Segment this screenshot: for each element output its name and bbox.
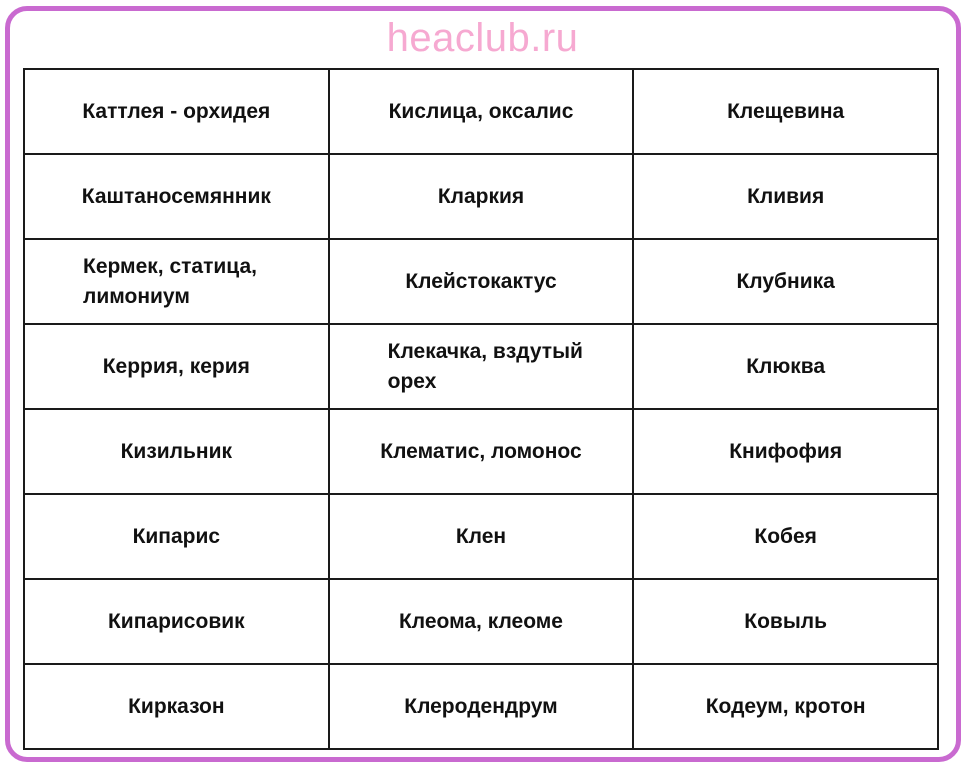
table-row: [24, 494, 938, 579]
table-cell: Кизильник: [24, 409, 329, 494]
table-cell: Каттлея - орхидея: [24, 69, 329, 154]
table-row: [24, 579, 938, 664]
table-cell: Клеродендрум: [329, 664, 634, 749]
table-cell: Клеома, клеоме: [329, 579, 634, 664]
table-cell: Кирказон: [24, 664, 329, 749]
table-row: [24, 324, 938, 409]
table-cell: Кливия: [633, 154, 938, 239]
table-cell: Кларкия: [329, 154, 634, 239]
table-cell: Кобея: [633, 494, 938, 579]
table-cell: Кипарисовик: [24, 579, 329, 664]
table-cell: Клекачка, вздутый орех: [329, 324, 634, 409]
table-cell: Ковыль: [633, 579, 938, 664]
table-cell: Кипарис: [24, 494, 329, 579]
table-cell: Клематис, ломонос: [329, 409, 634, 494]
watermark-text: heaclub.ru: [386, 16, 579, 60]
table-row: [24, 69, 938, 154]
table-cell: Кермек, статица, лимониум: [24, 239, 329, 324]
table-cell: Керрия, керия: [24, 324, 329, 409]
table-row: [24, 409, 938, 494]
plant-names-table: [23, 68, 939, 750]
table-cell: Клен: [329, 494, 634, 579]
table-cell: Клещевина: [633, 69, 938, 154]
table-cell: Книфофия: [633, 409, 938, 494]
table-row: [24, 239, 938, 324]
table-row: [24, 154, 938, 239]
table-cell: Клюква: [633, 324, 938, 409]
table-cell: Клубника: [633, 239, 938, 324]
table-cell: Кодеум, кротон: [633, 664, 938, 749]
table-cell: Кислица, оксалис: [329, 69, 634, 154]
table-cell: Клейстокактус: [329, 239, 634, 324]
table-cell: Каштаносемянник: [24, 154, 329, 239]
table-row: [24, 664, 938, 749]
